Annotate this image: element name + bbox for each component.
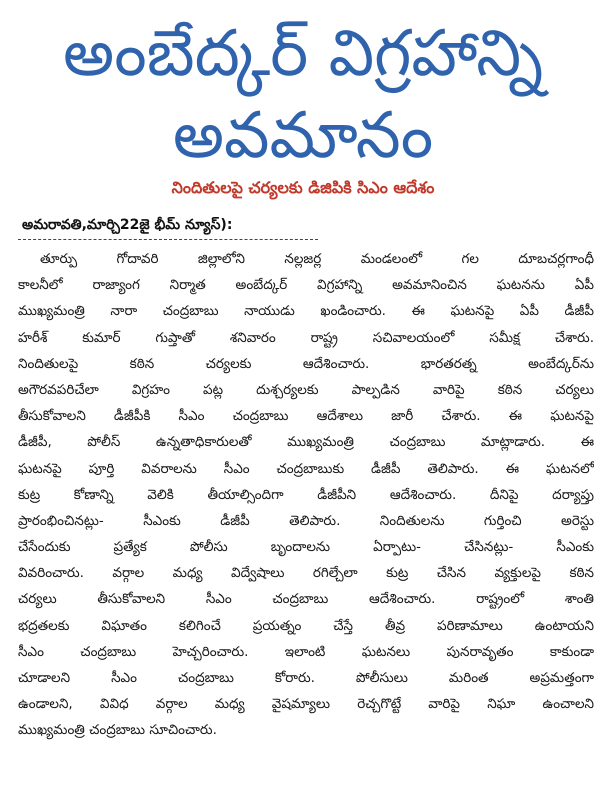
body-line: చూడాలని సీఎం చంద్రబాబు కోరారు. పోలీసులు మరింత అప్రమత్తంగా: [18, 670, 594, 686]
body-line: చేసేందుకు ప్రత్యేక పోలీసు బృందాలను ఏర్పాటు- చేసినట్లు- సీఎంకు: [18, 539, 594, 556]
body-line: ముఖ్యమంత్రి చంద్రబాబు సూచించారు.: [18, 722, 217, 739]
body-line: ప్రారంభించినట్లు- సీఎంకు డీజీపీ తెలిపారు. నిందితులను గుర్తించి అరెస్టు: [18, 512, 594, 529]
body-line: భద్రతలకు విఘాతం కలిగించే ప్రయత్నం చేస్తే తీవ్ర పరిణామాలు ఉంటాయని: [18, 617, 594, 634]
headline-line-1: అంబేద్కర్ విగ్రహాన్ని: [63, 17, 543, 91]
byline-block: [18, 213, 318, 240]
body-line: చర్యలు తీసుకోవాలని సీఎం చంద్రబాబు ఆదేశించారు. రాష్ట్రంలో శాంతి: [18, 591, 594, 608]
body-line: కాలనీలో రాజ్యాంగ నిర్మాత అంబేద్కర్ విగ్రహాన్ని అవమానించిన ఘటనను ఏపీ: [18, 277, 594, 294]
body-line: నిందితులపై కఠిన చర్యలకు ఆదేశించారు. భారతరత్న అంబేద్కర్‌ను: [18, 355, 594, 372]
body-line: తీసుకోవాలని డీజీపీకి సీఎం చంద్రబాబు ఆదేశాలు జారీ చేశారు. ఈ ఘటనపై: [18, 408, 594, 425]
body-line: తూర్పు గోదావరి జిల్లాలోని నల్లజర్ల మండలంలో గల దూబచర్లగాంధీ: [40, 251, 594, 267]
headline-line-2: అవమానం: [172, 99, 434, 173]
body-line: డీజీపీ, పోలీస్ ఉన్నతాధికారులతో ముఖ్యమంత్రి చంద్రబాబు మాట్లాడారు. ఈ: [18, 434, 594, 451]
body-line: హరీశ్ కుమార్ గుప్తాతో శనివారం రాష్ట్ర సచివాలయంలో సమీక్ష చేశారు.: [18, 329, 594, 346]
body-line: కుట్ర కోణాన్ని వెలికి తీయాల్సిందిగా డీజీపీని ఆదేశించారు. దీనిపై దర్యాప్తు: [18, 486, 594, 503]
body-line: వివరించారు. వర్గాల మధ్య విద్వేషాలు రగిల్చేలా కుట్ర చేసిన వ్యక్తులపై కఠిన: [18, 565, 594, 582]
subheadline: నిందితులపై చర్యలకు డిజిపికి సిఎం ఆదేశం: [171, 178, 435, 197]
body-line: ముఖ్యమంత్రి నారా చంద్రబాబు నాయుడు ఖండించారు. ఈ ఘటనపై ఏపీ డీజీపీ: [18, 303, 594, 320]
body-line: సీఎం చంద్రబాబు హెచ్చరించారు. ఇలాంటి ఘటనలు పునరావృతం కాకుండా: [18, 643, 594, 660]
body-line: ఘటనపై పూర్తి వివరాలను సీఎం చంద్రబాబుకు డీజీపీ తెలిపారు. ఈ ఘటనలో: [18, 460, 594, 477]
byline: అమరావతి,మార్చి22జై భీమ్ న్యూస్):: [22, 217, 233, 233]
body-line: ఉండాలని, వివిధ వర్గాల మధ్య వైషమ్యాలు రెచ్చగొట్టే వారిపై నిఘా ఉంచాలని: [18, 696, 594, 713]
body-line: అగౌరవపరిచేలా విగ్రహం పట్ల దుశ్చర్యలకు పాల్పడిన వారిపై కఠిన చర్యలు: [18, 381, 594, 398]
article-body: [18, 246, 594, 786]
